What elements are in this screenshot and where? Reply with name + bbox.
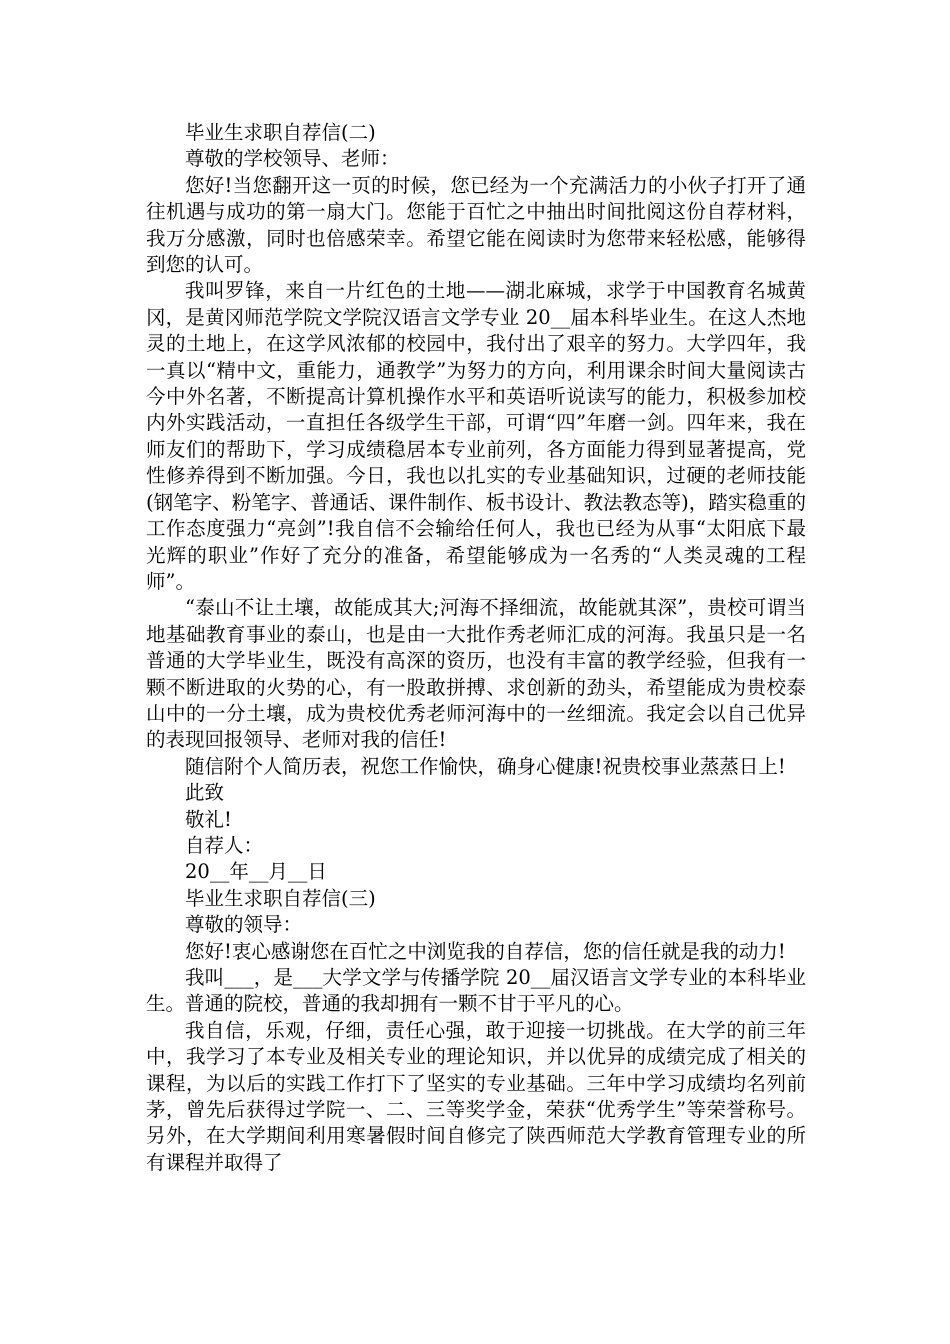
letter-2-regards: 敬礼!	[185, 807, 232, 831]
letter-3-title: 毕业生求职自荐信(三)	[185, 886, 376, 910]
document-page	[146, 120, 806, 1176]
letter-2-paragraph-greeting: 您好!当您翻开这一页的时候，您已经为一个充满活力的小伙子打开了通往机遇与成功的第一扇大门。您能于百忙之中抽出时间批阅这份自荐材料，我万分感激，同时也倍感荣幸。希望它能在阅读时为您带来轻松感，能够得到您的认可。	[146, 173, 806, 277]
letter-2-title: 毕业生求职自荐信(二)	[185, 121, 376, 144]
letter-2-closing: 此致	[185, 781, 225, 805]
letter-2-date: 20__年__月__日	[185, 860, 327, 884]
letter-2-paragraph-aspiration: “泰山不让土壤，故能成其大;河海不择细流，故能就其深”，贵校可谓当地基础教育事业的泰山，也是由一大批作秀老师汇成的河海。我虽只是一名普通的大学毕业生，既没有高深的资历，也没有丰富的教学经验，但我有一颗不断进取的火势的心，有一股敢拼搏、求创新的劲头，希望能成为贵校泰山中的一分土壤，成为贵校优秀老师河海中的一丝细流。我定会以自己优异的表现回报领导、老师对我的信任!	[146, 596, 806, 752]
letter-3-paragraph-greeting: 您好!衷心感谢您在百忙之中浏览我的自荐信，您的信任就是我的动力!	[185, 939, 786, 963]
letter-3-paragraph-intro: 我叫___，是___大学文学与传播学院 20__届汉语言文学专业的本科毕业生。普通的院校，普通的我却拥有一颗不甘于平凡的心。	[146, 966, 806, 1016]
letter-3-salutation: 尊敬的领导：	[185, 913, 303, 937]
letter-3-paragraph-qualities: 我自信，乐观，仔细，责任心强，敢于迎接一切挑战。在大学的前三年中，我学习了本专业及相关专业的理论知识，并以优异的成绩完成了相关的课程，为以后的实践工作打下了坚实的专业基础。三年中学习成绩均名列前茅，曾先后获得过学院一、二、三等奖学金，荣获“优秀学生”等荣誉称号。另外，在大学期间利用寒暑假时间自修完了陕西师范大学教育管理专业的所有课程并取得了	[146, 1018, 806, 1174]
letter-2-signature-label: 自荐人：	[185, 833, 264, 857]
letter-2-salutation: 尊敬的学校领导、老师：	[185, 147, 400, 171]
letter-2-paragraph-intro: 我叫罗锋，来自一片红色的土地——湖北麻城，求学于中国教育名城黄冈，是黄冈师范学院文学院汉语言文学专业 20__届本科毕业生。在这人杰地灵的土地上，在这学风浓郁的校园中，我付出了艰辛的努力。大学四年，我一真以“精中文，重能力，通教学”为努力的方向，利用课余时间大量阅读古今中外名著，不断提高计算机操作水平和英语听说读写的能力，积极参加校内外实践活动，一直担任各级学生干部，可谓“四”年磨一剑。四年来，我在师友们的帮助下，学习成绩稳居本专业前列，各方面能力得到显著提高，党性修养得到不断加强。今日，我也以扎实的专业基础知识，过硬的老师技能(钢笔字、粉笔字、普通话、课件制作、板书设计、教法教态等)，踏实稳重的工作态度强力“亮剑”!我自信不会输给任何人，我也已经为从事“太阳底下最光辉的职业”作好了充分的准备，希望能够成为一名秀的“人类灵魂的工程师”。	[146, 279, 806, 593]
letter-2-paragraph-closing-wish: 随信附个人简历表，祝您工作愉快，确身心健康!祝贵校事业蒸蒸日上!	[185, 754, 786, 778]
